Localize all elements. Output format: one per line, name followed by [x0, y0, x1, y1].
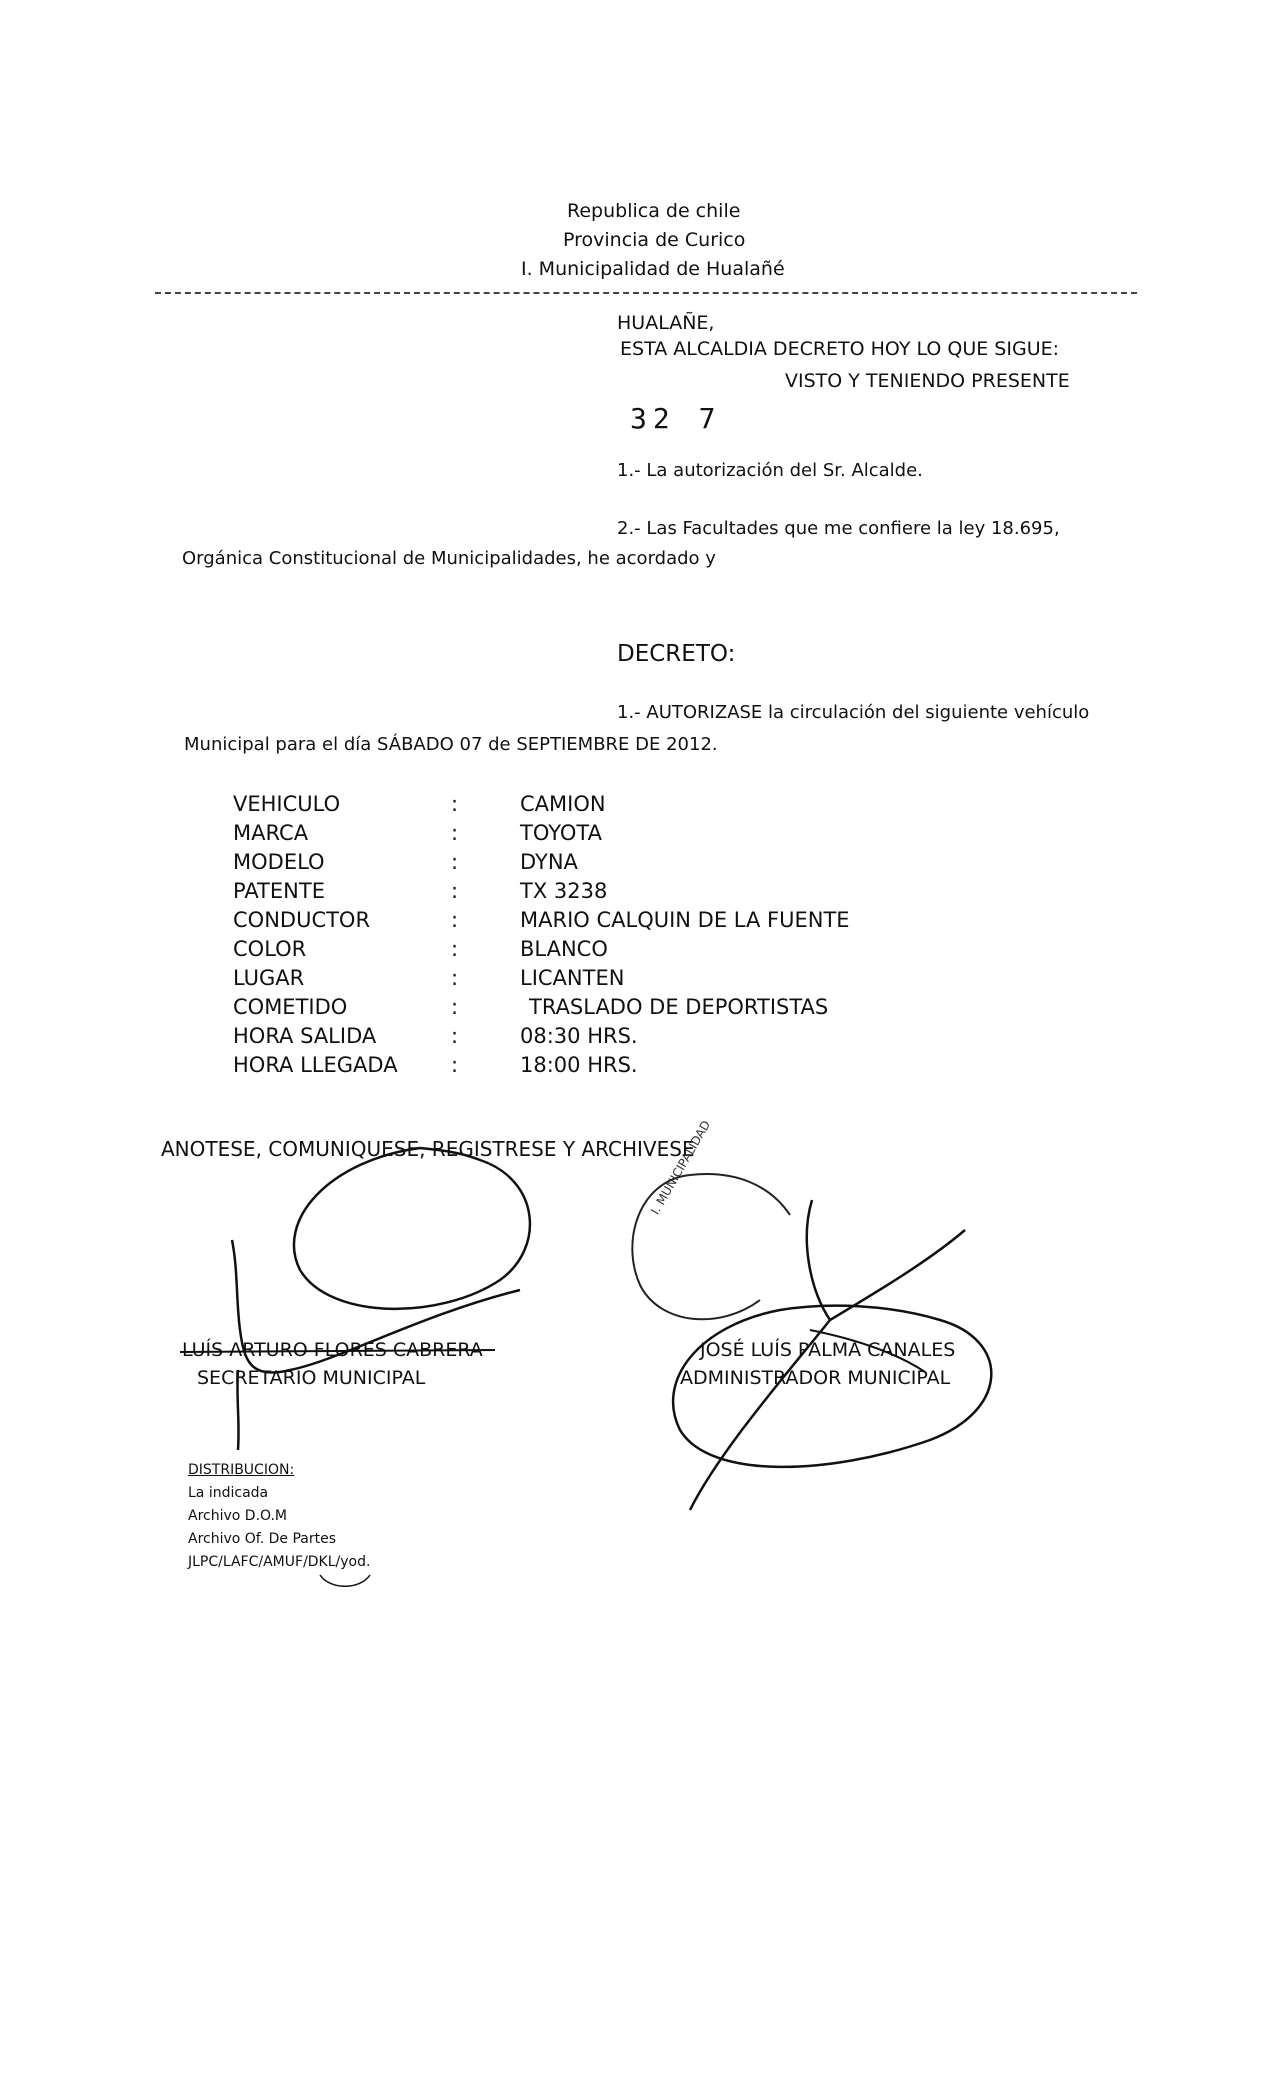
- decreto-title: DECRETO:: [617, 641, 736, 667]
- field-label: MARCA: [233, 821, 309, 845]
- closing-line: ANOTESE, COMUNIQUESE, REGISTRESE Y ARCHIVESE: [161, 1137, 695, 1161]
- field-label: HORA LLEGADA: [233, 1053, 398, 1077]
- left-signatory-name: LUÍS ARTURO FLORES CABRERA: [182, 1339, 483, 1361]
- header-republic: Republica de chile: [567, 200, 741, 222]
- field-value: TRASLADO DE DEPORTISTAS: [529, 995, 829, 1019]
- distribution-title: DISTRIBUCION:: [188, 1462, 295, 1478]
- stamp-text: I. MUNICIPALIDAD: [648, 1118, 714, 1217]
- field-value: BLANCO: [520, 937, 608, 961]
- decree-number: 32 7: [630, 402, 722, 435]
- right-signatory-title: ADMINISTRADOR MUNICIPAL: [680, 1367, 951, 1389]
- consideration-2: 2.- Las Facultades que me confiere la ley 18.695,: [617, 518, 1060, 539]
- consideration-1: 1.- La autorización del Sr. Alcalde.: [617, 460, 923, 481]
- field-label: VEHICULO: [233, 792, 341, 816]
- field-label: MODELO: [233, 850, 325, 874]
- field-label: COLOR: [233, 937, 307, 961]
- visto-line: VISTO Y TENIENDO PRESENTE: [785, 370, 1070, 392]
- field-label: COMETIDO: [233, 995, 348, 1019]
- distribution-item: La indicada: [188, 1485, 269, 1501]
- field-value: DYNA: [520, 850, 578, 874]
- article-line-1: 1.- AUTORIZASE la circulación del siguiente vehículo: [617, 702, 1090, 723]
- distribution-item: Archivo Of. De Partes: [188, 1531, 337, 1547]
- field-value: TOYOTA: [520, 821, 602, 845]
- header-province: Provincia de Curico: [563, 229, 746, 251]
- distribution-item: Archivo D.O.M: [188, 1508, 287, 1524]
- field-value: LICANTEN: [520, 966, 625, 990]
- field-value: TX 3238: [520, 879, 608, 903]
- field-value: CAMION: [520, 792, 606, 816]
- distribution-item: JLPC/LAFC/AMUF/DKL/yod.: [188, 1554, 371, 1570]
- field-label: HORA SALIDA: [233, 1024, 377, 1048]
- field-label: PATENTE: [233, 879, 325, 903]
- header-municipality: I. Municipalidad de Hualañé: [521, 258, 785, 280]
- field-value: 18:00 HRS.: [520, 1053, 638, 1077]
- location: HUALAÑE,: [617, 312, 715, 334]
- article-line-2: Municipal para el día SÁBADO 07 de SEPTIEMBRE DE 2012.: [184, 734, 718, 755]
- intro-line: ESTA ALCALDIA DECRETO HOY LO QUE SIGUE:: [620, 338, 1060, 360]
- field-label: CONDUCTOR: [233, 908, 371, 932]
- field-value: MARIO CALQUIN DE LA FUENTE: [520, 908, 850, 932]
- field-label: LUGAR: [233, 966, 305, 990]
- right-signatory-name: JOSÉ LUÍS PALMA CANALES: [700, 1339, 956, 1361]
- left-signatory-title: SECRETARIO MUNICIPAL: [197, 1367, 426, 1389]
- consideration-2-cont: Orgánica Constitucional de Municipalidades, he acordado y: [182, 548, 716, 569]
- field-value: 08:30 HRS.: [520, 1024, 638, 1048]
